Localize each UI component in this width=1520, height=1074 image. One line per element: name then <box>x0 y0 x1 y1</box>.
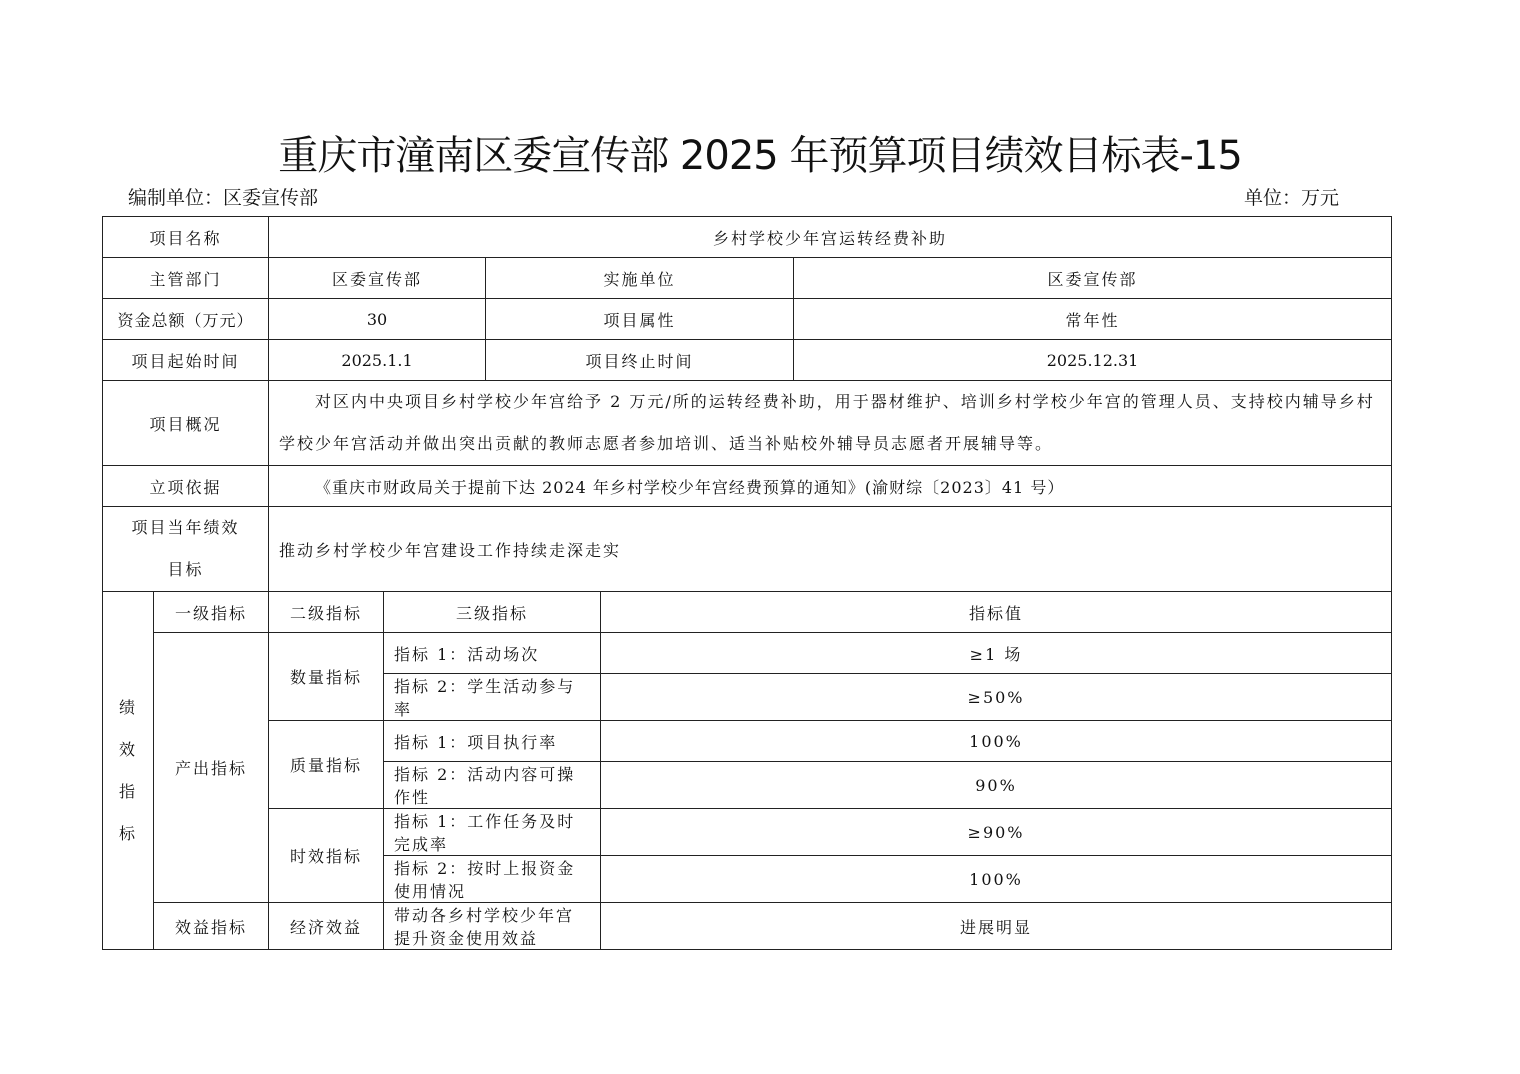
indicator-value: ≥50% <box>601 674 1392 721</box>
table-row <box>103 903 1392 950</box>
indicator-name: 指标 2：学生活动参与率 <box>384 674 601 721</box>
impl-value: 区委宣传部 <box>794 258 1392 299</box>
level2-timeliness: 时效指标 <box>269 809 384 903</box>
section-char: 指 <box>118 781 137 801</box>
level1-benefit: 效益指标 <box>154 903 269 950</box>
row-indicator-header <box>103 592 1392 633</box>
attr-value: 常年性 <box>794 299 1392 340</box>
section-char: 绩 <box>118 697 137 717</box>
indicator-value: 100% <box>601 721 1392 762</box>
start-value: 2025.1.1 <box>269 340 486 381</box>
indicator-name: 指标 2：按时上报资金使用情况 <box>384 856 601 903</box>
indicator-name: 指标 1：项目执行率 <box>384 721 601 762</box>
end-label: 项目终止时间 <box>486 340 794 381</box>
project-name-label: 项目名称 <box>103 217 269 258</box>
dept-value: 区委宣传部 <box>269 258 486 299</box>
indicator-value: 100% <box>601 856 1392 903</box>
section-char: 效 <box>118 739 137 759</box>
overview-text: 对区内中央项目乡村学校少年宫给予 2 万元/所的运转经费补助，用于器材维护、培训乡村学校少年宫的管理人员、支持校内辅导乡村学校少年宫活动并做出突出贡献的教师志愿者参加培训、适当补贴校外辅导员志愿者开展辅导等。 <box>269 381 1392 466</box>
row-goal <box>103 507 1392 592</box>
row-overview <box>103 381 1392 466</box>
row-department <box>103 258 1392 299</box>
currency-unit: 单位：万元 <box>1244 187 1340 209</box>
section-char: 标 <box>118 823 137 843</box>
goal-label: 项目当年绩效目标 <box>103 507 269 592</box>
attr-label: 项目属性 <box>486 299 794 340</box>
indicator-value: 进展明显 <box>601 903 1392 950</box>
level2-quantity: 数量指标 <box>269 633 384 721</box>
fund-value: 30 <box>269 299 486 340</box>
header-level2: 二级指标 <box>269 592 384 633</box>
header-value: 指标值 <box>601 592 1392 633</box>
fund-label: 资金总额（万元） <box>103 299 269 340</box>
start-label: 项目起始时间 <box>103 340 269 381</box>
row-fund <box>103 299 1392 340</box>
indicator-value: ≥90% <box>601 809 1392 856</box>
indicator-name: 指标 1：活动场次 <box>384 633 601 674</box>
indicator-name: 带动各乡村学校少年宫提升资金使用效益 <box>384 903 601 950</box>
page-title: 重庆市潼南区委宣传部 2025 年预算项目绩效目标表-15 <box>278 133 1242 179</box>
impl-label: 实施单位 <box>486 258 794 299</box>
prepared-by: 编制单位：区委宣传部 <box>128 187 319 209</box>
indicator-name: 指标 2：活动内容可操作性 <box>384 762 601 809</box>
goal-text: 推动乡村学校少年宫建设工作持续走深走实 <box>269 507 1392 592</box>
basis-text: 《重庆市财政局关于提前下达 2024 年乡村学校少年宫经费预算的通知》(渝财综〔2023〕41 号） <box>269 466 1392 507</box>
project-name-value: 乡村学校少年宫运转经费补助 <box>269 217 1392 258</box>
row-time <box>103 340 1392 381</box>
level1-output: 产出指标 <box>154 633 269 903</box>
table-row <box>103 633 1392 674</box>
indicator-value: 90% <box>601 762 1392 809</box>
level2-economic: 经济效益 <box>269 903 384 950</box>
level2-quality: 质量指标 <box>269 721 384 809</box>
indicator-value: ≥1 场 <box>601 633 1392 674</box>
overview-label: 项目概况 <box>103 381 269 466</box>
header-level3: 三级指标 <box>384 592 601 633</box>
performance-table <box>102 216 1392 950</box>
end-value: 2025.12.31 <box>794 340 1392 381</box>
header-level1: 一级指标 <box>154 592 269 633</box>
dept-label: 主管部门 <box>103 258 269 299</box>
table-row <box>103 721 1392 762</box>
row-project-name <box>103 217 1392 258</box>
indicator-section-label <box>103 592 154 950</box>
table-row <box>103 809 1392 856</box>
indicator-name: 指标 1：工作任务及时完成率 <box>384 809 601 856</box>
row-basis <box>103 466 1392 507</box>
basis-label: 立项依据 <box>103 466 269 507</box>
